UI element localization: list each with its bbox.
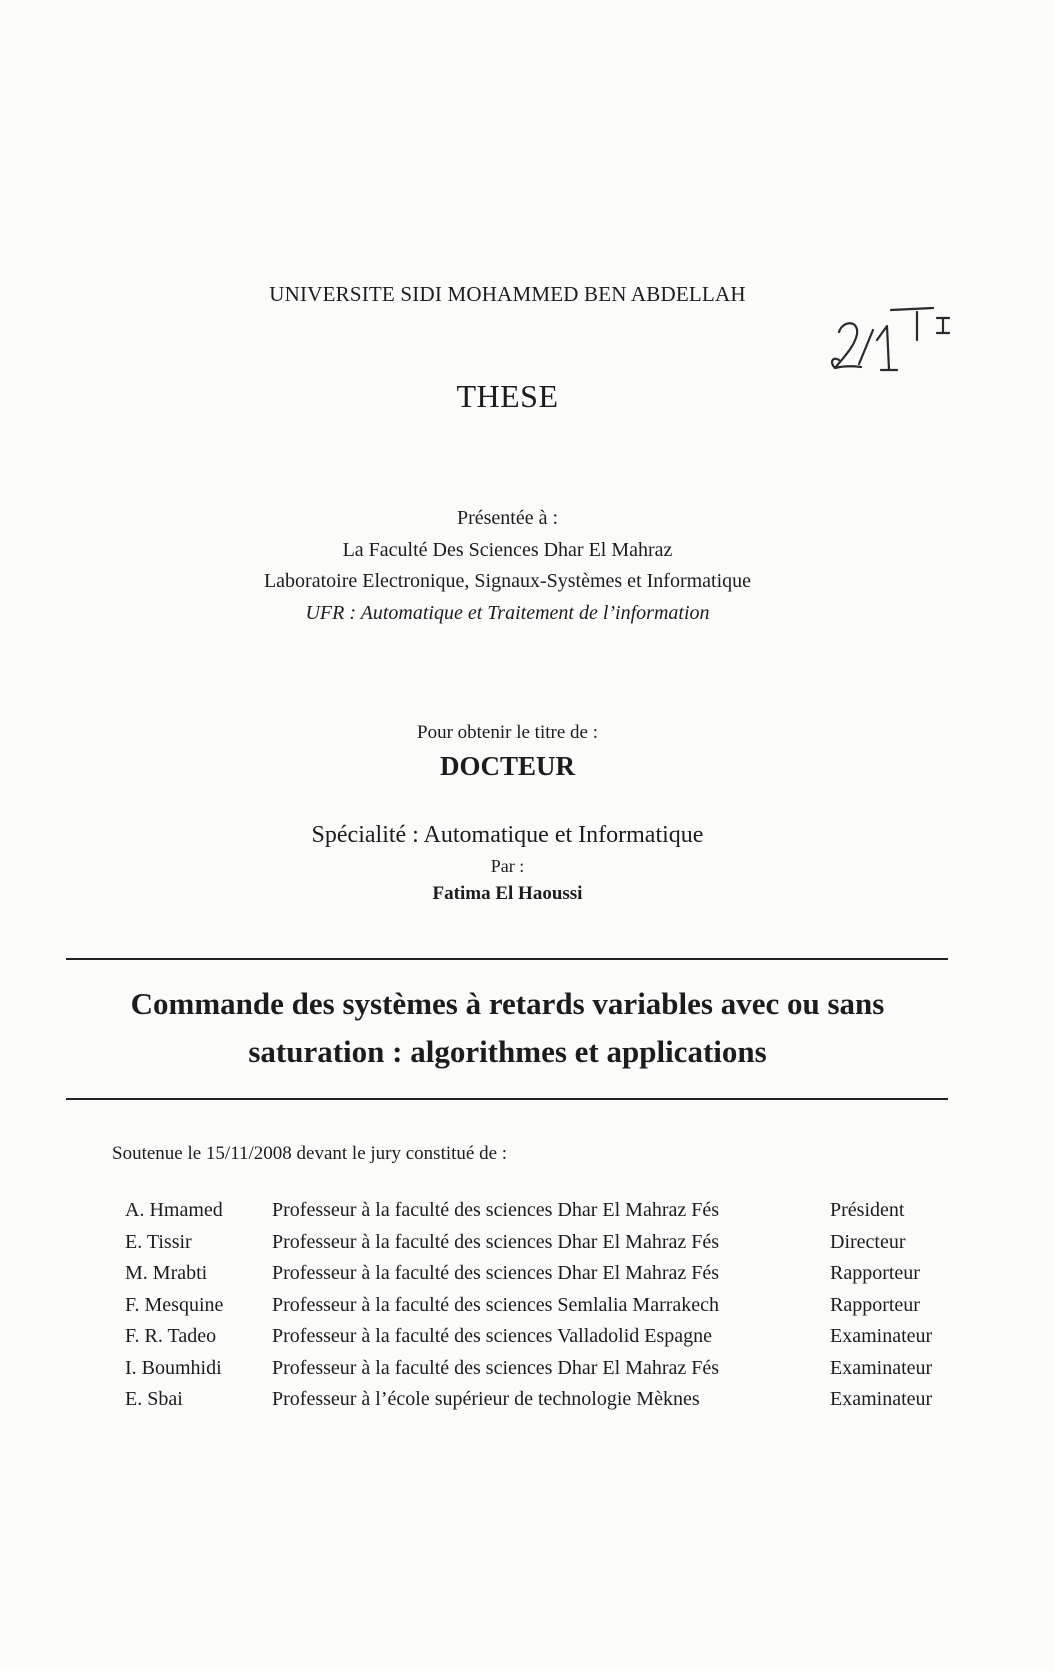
jury-row (125, 1321, 932, 1353)
jury-member-name: E. Sbai (125, 1388, 183, 1411)
specialty: Spécialité : Automatique et Informatique (311, 822, 704, 848)
jury-table (125, 1195, 932, 1416)
jury-member-affiliation: Professeur à la faculté des sciences Dhar El Mahraz Fés (272, 1356, 720, 1379)
title-rule-bottom (66, 1098, 948, 1100)
jury-member-role: Examinateur (830, 1356, 933, 1379)
title-rule-top (66, 958, 948, 960)
thesis-title (60, 980, 955, 1076)
laboratory-name: Laboratoire Electronique, Signaux-Systèmes et Informatique (263, 570, 752, 592)
jury-row (125, 1195, 932, 1227)
jury-row (125, 1384, 932, 1416)
degree-obtain-label: Pour obtenir le titre de : (417, 722, 598, 743)
jury-member-affiliation: Professeur à la faculté des sciences Dhar El Mahraz Fés (272, 1262, 720, 1285)
thesis-title-line-1: Commande des systèmes à retards variables avec ou sans (130, 986, 885, 1021)
author-name: Fatima El Haoussi (432, 883, 583, 904)
jury-member-role: Directeur (830, 1230, 906, 1253)
jury-member-name: F. R. Tadeo (125, 1325, 217, 1348)
jury-member-name: F. Mesquine (125, 1293, 224, 1316)
jury-member-role: Président (830, 1199, 905, 1222)
jury-member-name: M. Mrabti (125, 1262, 208, 1285)
jury-member-affiliation: Professeur à la faculté des sciences Semlalia Marrakech (272, 1293, 720, 1316)
jury-member-affiliation: Professeur à la faculté des sciences Dhar El Mahraz Fés (272, 1230, 720, 1253)
handwritten-annotation (825, 300, 975, 390)
ufr-name: UFR : Automatique et Traitement de l’information (305, 602, 710, 624)
jury-member-name: A. Hmamed (125, 1199, 223, 1222)
defense-statement: Soutenue le 15/11/2008 devant le jury constitué de : (112, 1143, 508, 1164)
presented-to-label: Présentée à : (456, 507, 559, 529)
jury-row (125, 1353, 932, 1385)
jury-member-role: Examinateur (830, 1325, 933, 1348)
faculty-name: La Faculté Des Sciences Dhar El Mahraz (342, 539, 673, 561)
jury-member-role: Examinateur (830, 1388, 933, 1411)
jury-row (125, 1227, 932, 1259)
thesis-title-line-2: saturation : algorithmes et applications (248, 1034, 767, 1069)
jury-member-role: Rapporteur (830, 1293, 920, 1316)
jury-member-affiliation: Professeur à la faculté des sciences Dhar El Mahraz Fés (272, 1199, 720, 1222)
jury-member-affiliation: Professeur à la faculté des sciences Valladolid Espagne (272, 1325, 713, 1348)
degree-title: DOCTEUR (439, 751, 575, 781)
jury-member-affiliation: Professeur à l’école supérieur de technologie Mèknes (272, 1388, 700, 1411)
document-type: THESE (456, 378, 559, 414)
jury-member-role: Rapporteur (830, 1262, 920, 1285)
by-label: Par : (490, 856, 525, 876)
university-name: UNIVERSITE SIDI MOHAMMED BEN ABDELLAH (269, 282, 746, 306)
jury-member-name: I. Boumhidi (125, 1356, 222, 1379)
jury-row (125, 1290, 932, 1322)
jury-member-name: E. Tissir (125, 1230, 192, 1253)
jury-row (125, 1258, 932, 1290)
